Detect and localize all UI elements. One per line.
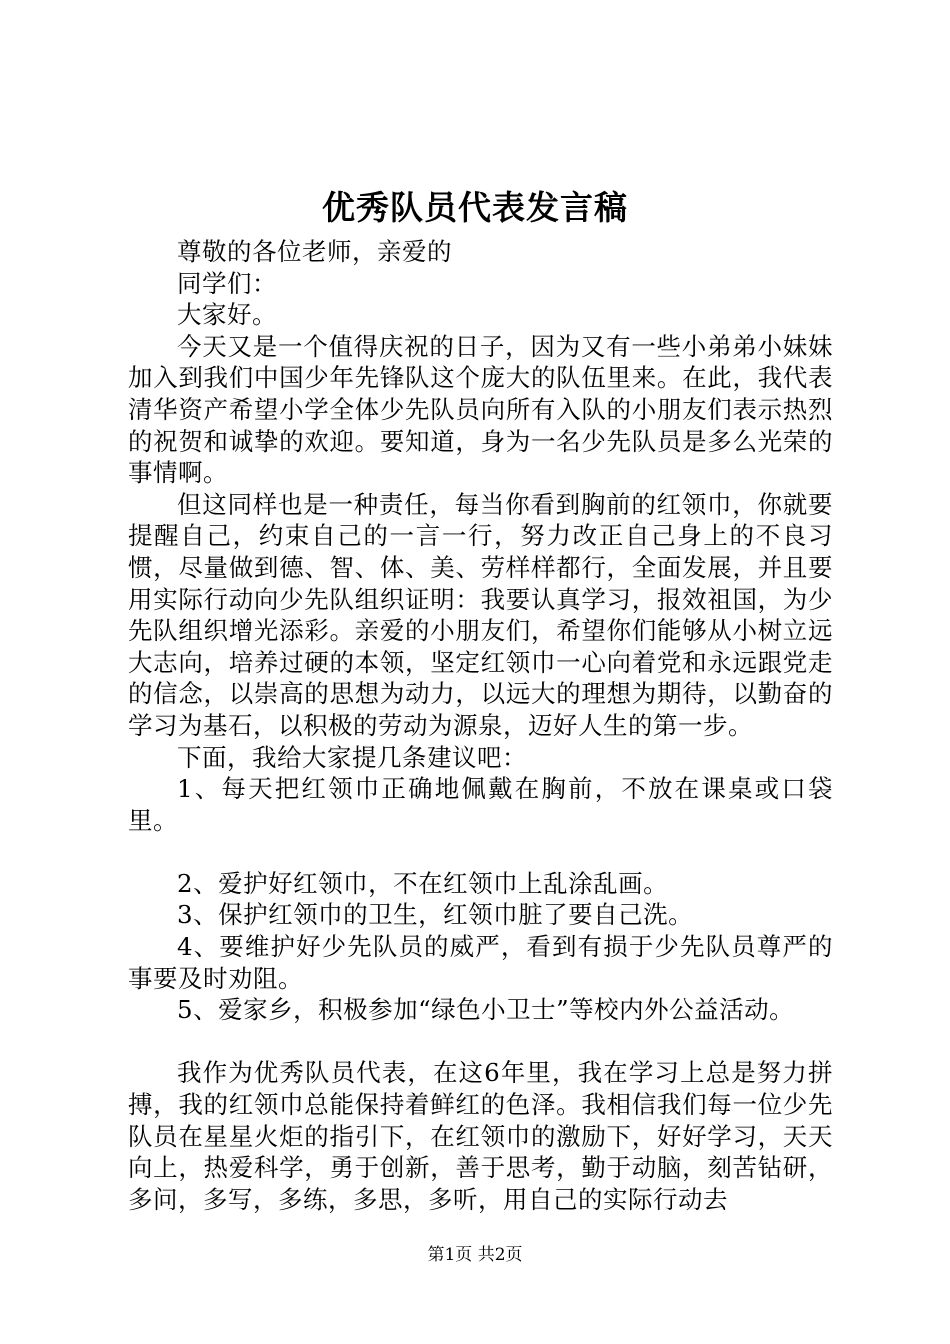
blank-line: [128, 1026, 833, 1058]
blank-line: [128, 836, 833, 868]
paragraph-salutation-2: 同学们：: [177, 268, 277, 298]
suggestion-3: 3、保护红领巾的卫生，红领巾脏了要自己洗。: [177, 900, 694, 930]
page-footer: 第1页 共2页: [427, 1245, 523, 1265]
paragraph-representative: 我作为优秀队员代表，在这6年里，我在学习上总是努力拼搏，我的红领巾总能保持着鲜红的色泽。我相信我们每一位少先队员在星星火炬的指引下，在红领巾的激励下，好好学习，天天向上，热爱科学，勇于创新，善于思考，勤于动脑，刻苦钻研，多问，多写，多练，多思，多听，用自己的实际行动去: [128, 1058, 833, 1214]
paragraph-intro: 今天又是一个值得庆祝的日子，因为又有一些小弟弟小妹妹加入到我们中国少年先锋队这个庞大的队伍里来。在此，我代表清华资产希望小学全体少先队员向所有入队的小朋友们表示热烈的祝贺和诚挚的欢迎。要知道，身为一名少先队员是多么光荣的事情啊。: [128, 331, 833, 488]
suggestion-2: 2、爱护好红领巾，不在红领巾上乱涂乱画。: [177, 868, 669, 898]
document-body: [128, 236, 833, 1215]
paragraph-suggestions-intro: 下面，我给大家提几条建议吧：: [177, 742, 527, 772]
suggestion-1: 1、每天把红领巾正确地佩戴在胸前，不放在课桌或口袋里。: [128, 774, 833, 835]
document-title: 优秀队员代表发言稿: [322, 188, 628, 227]
paragraph-responsibility: 但这同样也是一种责任，每当你看到胸前的红领巾，你就要提醒自己，约束自己的一言一行，努力改正自己身上的不良习惯，尽量做到德、智、体、美、劳样样都行，全面发展，并且要用实际行动向少先队组织证明：我要认真学习，报效祖国，为少先队组织增光添彩。亲爱的小朋友们，希望你们能够从小树立远大志向，培养过硬的本领，坚定红领巾一心向着党和永远跟党走的信念，以崇高的思想为动力，以远大的理想为期待，以勤奋的学习为基石，以积极的劳动为源泉，迈好人生的第一步。: [128, 489, 833, 740]
paragraph-greeting: 大家好。: [177, 300, 277, 330]
suggestion-4: 4、要维护好少先队员的威严，看到有损于少先队员尊严的事要及时劝阻。: [128, 932, 833, 993]
paragraph-salutation-1: 尊敬的各位老师，亲爱的: [177, 237, 452, 266]
suggestion-5: 5、爱家乡，积极参加“绿色小卫士”等校内外公益活动。: [177, 995, 795, 1025]
